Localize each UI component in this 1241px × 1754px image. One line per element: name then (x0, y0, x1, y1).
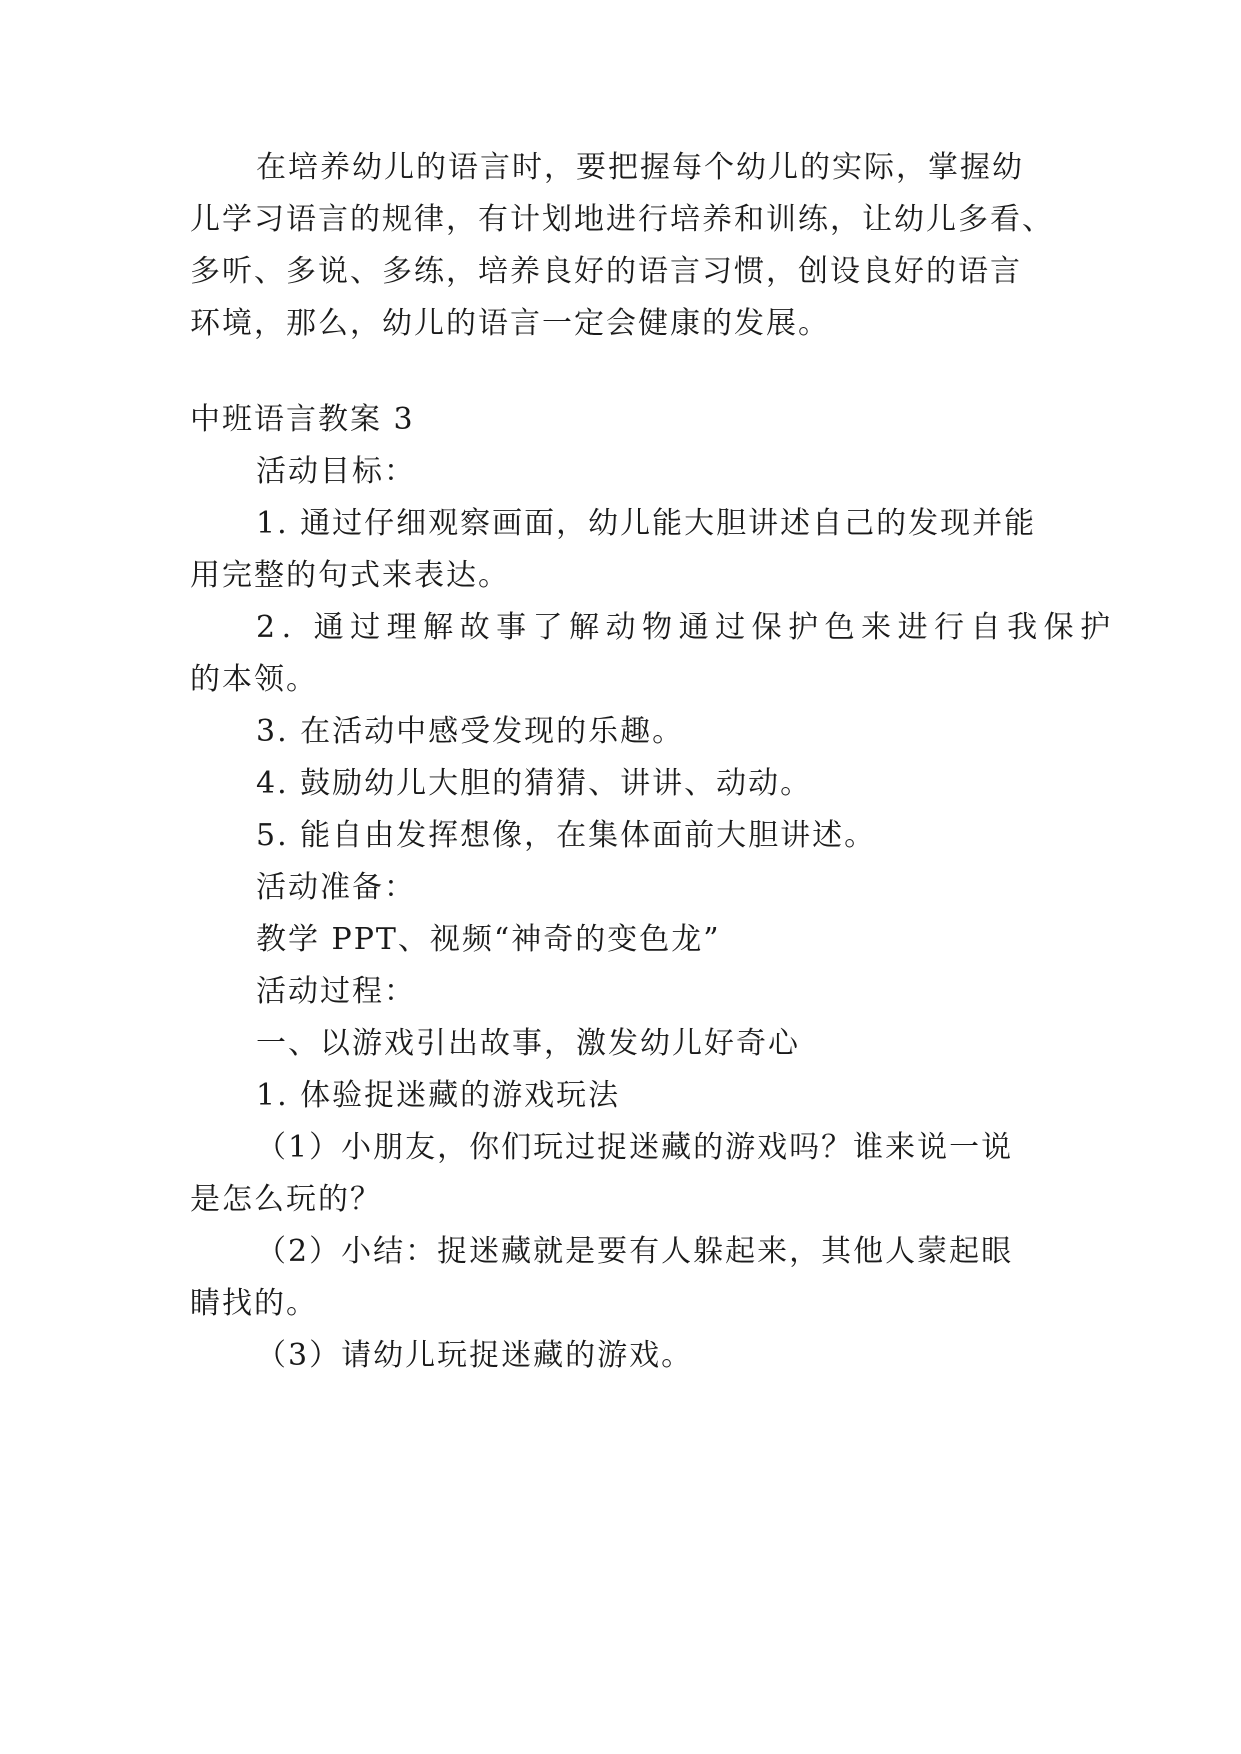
process-item: （3）请幼儿玩捉迷藏的游戏。 (256, 1338, 694, 1373)
goal-item: 4. 鼓励幼儿大胆的猜猜、讲讲、动动。 (256, 766, 813, 801)
paragraph-line: 环境，那么，幼儿的语言一定会健康的发展。 (190, 306, 830, 341)
step-subheading: 1. 体验捉迷藏的游戏玩法 (256, 1078, 621, 1113)
process-heading: 活动过程： (256, 974, 416, 1009)
goal-item: 2. 通过理解故事了解动物通过保护色来进行自我保护 (256, 610, 1117, 645)
goal-item: 5. 能自由发挥想像，在集体面前大胆讲述。 (256, 818, 877, 853)
step-heading: 一、以游戏引出故事，激发幼儿好奇心 (256, 1026, 800, 1061)
paragraph-line: 儿学习语言的规律，有计划地进行培养和训练，让幼儿多看、 (190, 202, 1054, 237)
prep-heading: 活动准备： (256, 870, 416, 905)
goal-item-continued: 用完整的句式来表达。 (190, 558, 510, 593)
process-item: （2）小结：捉迷藏就是要有人躲起来，其他人蒙起眼 (256, 1234, 1014, 1269)
goal-item: 1. 通过仔细观察画面，幼儿能大胆讲述自己的发现并能 (256, 506, 1037, 541)
goal-item: 3. 在活动中感受发现的乐趣。 (256, 714, 685, 749)
paragraph-line: 多听、多说、多练，培养良好的语言习惯，创设良好的语言 (190, 254, 1022, 289)
goal-item-continued: 的本领。 (190, 662, 318, 697)
process-item-continued: 睛找的。 (190, 1286, 318, 1321)
paragraph-line: 在培养幼儿的语言时，要把握每个幼儿的实际，掌握幼 (256, 150, 1024, 185)
goals-heading: 活动目标： (256, 454, 416, 489)
prep-text: 教学 PPT、视频“神奇的变色龙” (256, 922, 721, 957)
process-item: （1）小朋友，你们玩过捉迷藏的游戏吗？谁来说一说 (256, 1130, 1014, 1165)
section-title: 中班语言教案 3 (190, 402, 415, 437)
process-item-continued: 是怎么玩的？ (190, 1182, 382, 1217)
